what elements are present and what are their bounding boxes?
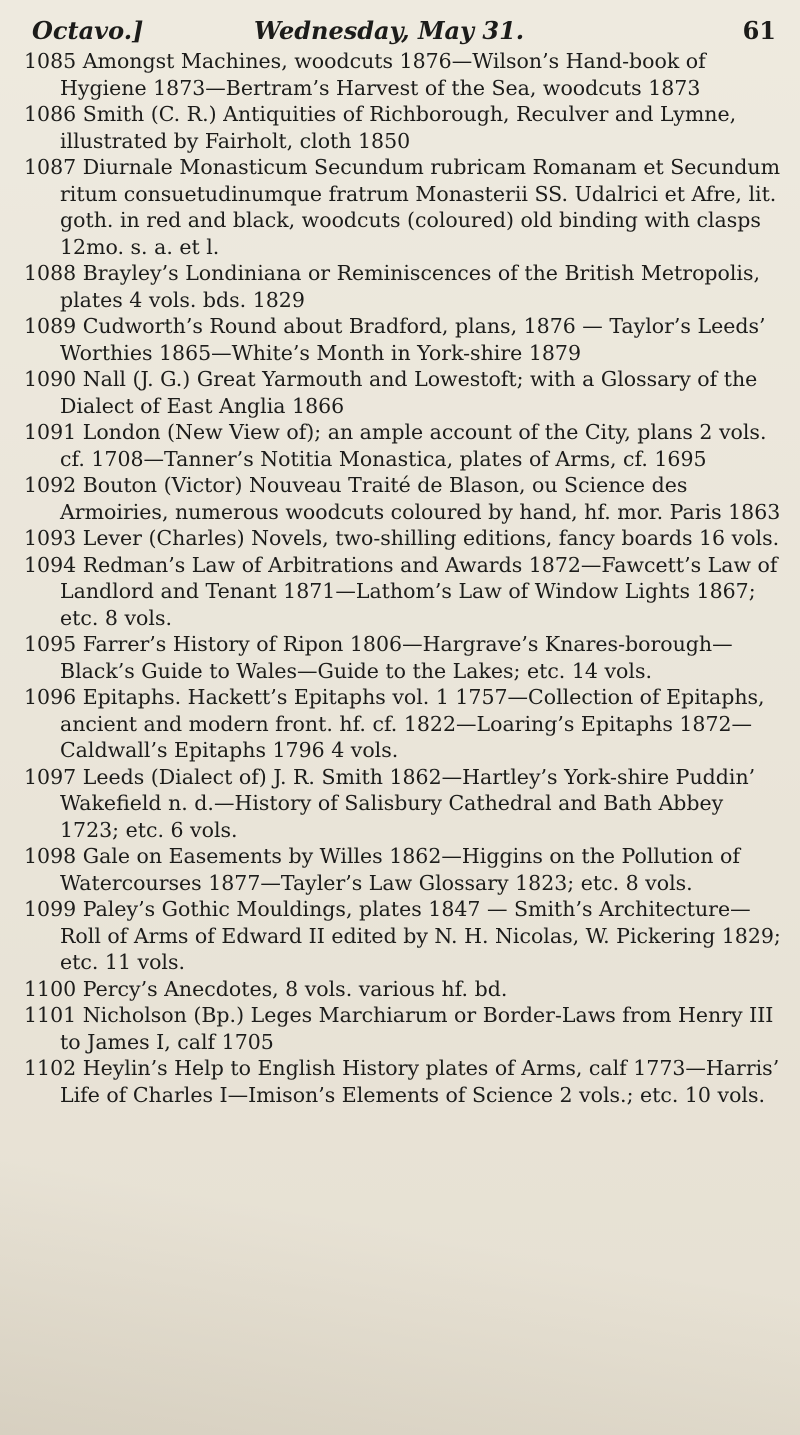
lot-entry: 1099 Paley’s Gothic Mouldings, plates 1847 — Smith’s Architecture—Roll of Arms of Edward II edited by N. H. Nicolas, W. Pickering 1829; etc. 11 vols. (24, 897, 781, 974)
lot-entry: 1101 Nicholson (Bp.) Leges Marchiarum or Border-Laws from Henry III to James I, calf 1705 (24, 1003, 774, 1054)
lot-entry: 1086 Smith (C. R.) Antiquities of Richborough, Reculver and Lymne, illustrated by Fairholt, cloth 1850 (24, 102, 737, 153)
lot-entry: 1091 London (New View of); an ample account of the City, plans 2 vols. cf. 1708—Tanner’s Notitia Monastica, plates of Arms, cf. 1695 (24, 420, 767, 471)
lot-list (24, 48, 784, 1108)
section-label: Octavo.] (32, 16, 144, 45)
lot-entry: 1094 Redman’s Law of Arbitrations and Awards 1872—Fawcett’s Law of Landlord and Tenant 1871—Lathom’s Law of Window Lights 1867; etc. 8 vols. (24, 552, 778, 630)
lot-entry: 1095 Farrer’s History of Ripon 1806—Hargrave’s Knares-borough—Black’s Guide to Wales—Guide to the Lakes; etc. 14 vols. (24, 632, 733, 683)
page-header (24, 14, 784, 48)
lot-entry: 1089 Cudworth’s Round about Bradford, plans, 1876 — Taylor’s Leeds’ Worthies 1865—White’s Month in York-shire 1879 (24, 314, 766, 365)
lot-entry: 1085 Amongst Machines, woodcuts 1876—Wilson’s Hand-book of Hygiene 1873—Bertram’s Harvest of the Sea, woodcuts 1873 (24, 49, 706, 100)
lot-entry: 1096 Epitaphs. Hackett’s Epitaphs vol. 1 1757—Collection of Epitaphs, ancient and modern front. hf. cf. 1822—Loaring’s Epitaphs 1872—Caldwall’s Epitaphs 1796 4 vols. (24, 685, 765, 762)
lot-entry: 1102 Heylin’s Help to English History plates of Arms, calf 1773—Harris’ Life of Charles I—Imison’s Elements of Science 2 vols.; etc. 10 vols. (24, 1056, 780, 1107)
lot-entry: 1098 Gale on Easements by Willes 1862—Higgins on the Pollution of Watercourses 1877—Tayler’s Law Glossary 1823; etc. 8 vols. (24, 844, 740, 895)
page-number: 61 (742, 16, 776, 45)
page-shadow (0, 1115, 800, 1435)
lot-entry: 1087 Diurnale Monasticum Secundum rubricam Romanam et Secundum ritum consuetudinumque fratrum Monasterii SS. Udalrici et Afre, lit. goth. in red and black, woodcuts (coloured) old binding with clasps 12mo. s. a. et l. (24, 155, 781, 259)
lot-entry: 1092 Bouton (Victor) Nouveau Traité de Blason, ou Science des Armoiries, numerous woodcuts coloured by hand, hf. mor. Paris 1863 (24, 473, 781, 524)
sale-date: Wednesday, May 31. (254, 16, 525, 45)
lot-entry: 1097 Leeds (Dialect of) J. R. Smith 1862—Hartley’s York-shire Puddin’ Wakefield n. d.—History of Salisbury Cathedral and Bath Abbey 1723; etc. 6 vols. (24, 764, 756, 842)
lot-entry: 1090 Nall (J. G.) Great Yarmouth and Lowestoft; with a Glossary of the Dialect of East Anglia 1866 (24, 367, 758, 418)
lot-entry: 1088 Brayley’s Londiniana or Reminiscences of the British Metropolis, plates 4 vols. bds. 1829 (24, 261, 761, 312)
lot-entry: 1093 Lever (Charles) Novels, two-shilling editions, fancy boards 16 vols. (24, 526, 780, 550)
lot-entry: 1100 Percy’s Anecdotes, 8 vols. various hf. bd. (24, 976, 508, 1001)
